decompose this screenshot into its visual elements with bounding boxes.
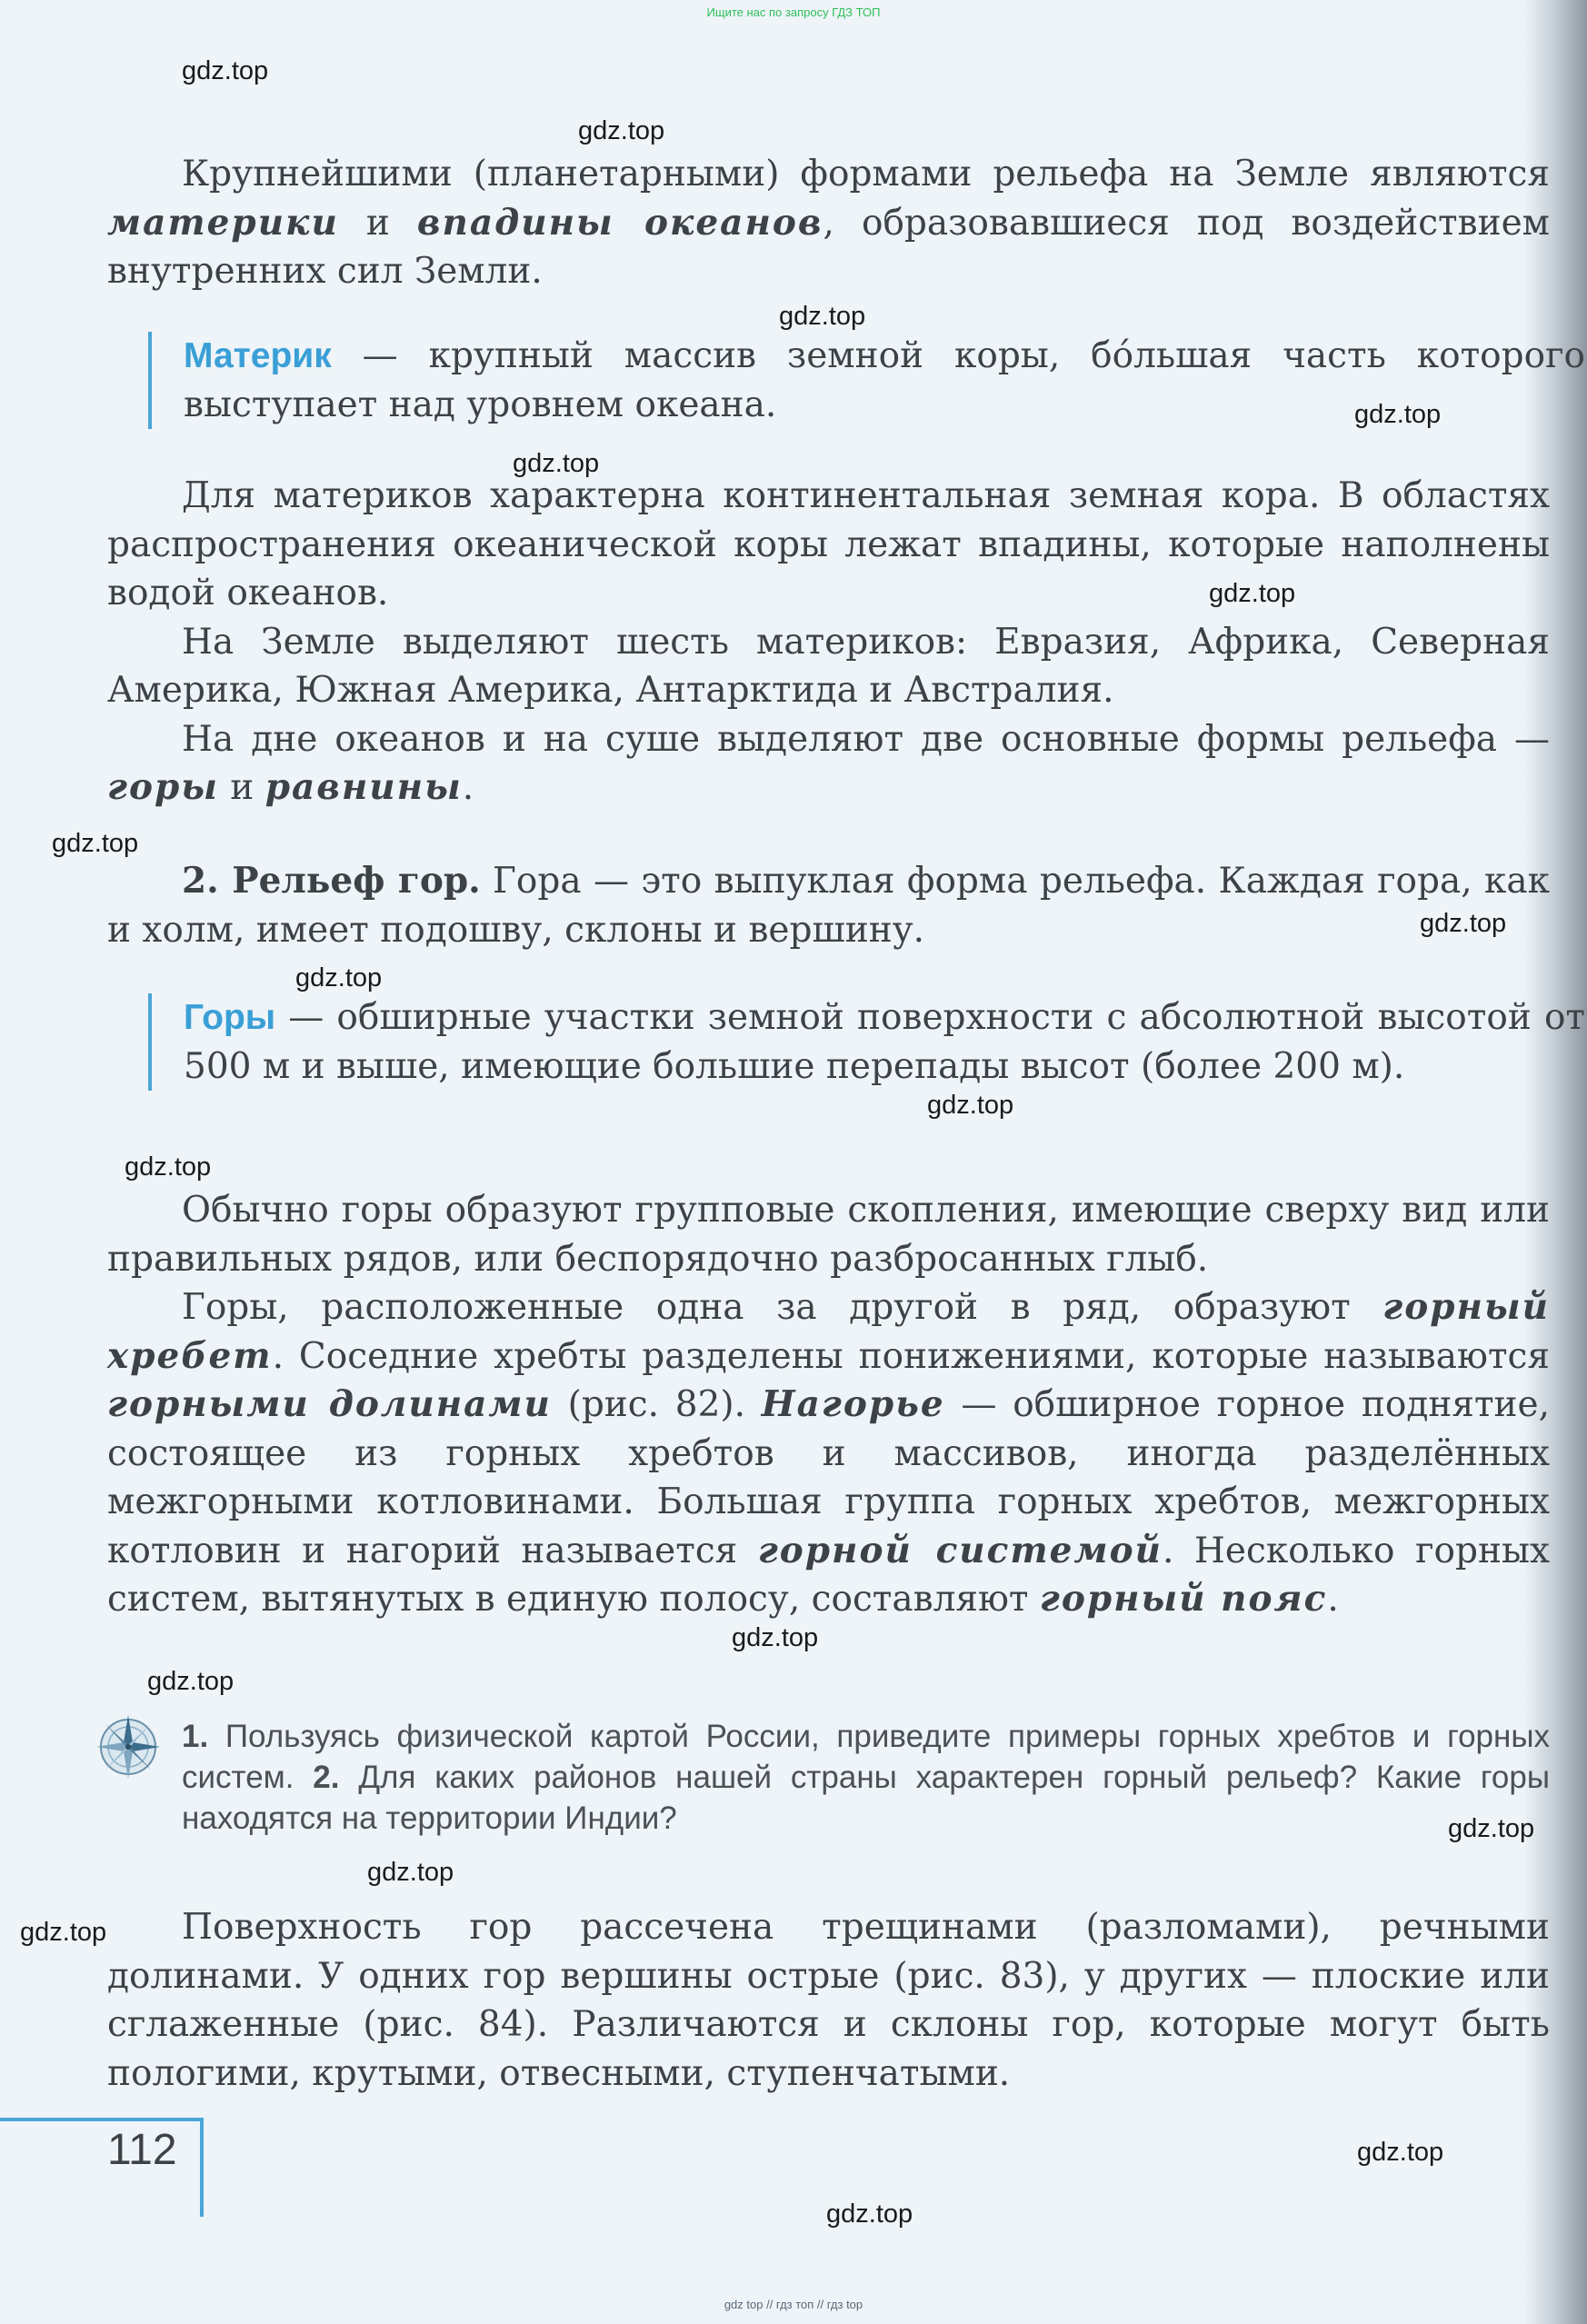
- text: Гора — это выпуклая форма рельефа. Каждая гора, как и холм, имеет подошву, склоны и вершину.: [107, 861, 1550, 951]
- paragraph-main-forms: [107, 715, 1550, 813]
- watermark: gdz.top: [182, 56, 269, 85]
- definition-continent: [148, 332, 1585, 429]
- watermark: gdz.top: [732, 1623, 819, 1652]
- text: .: [462, 767, 474, 808]
- text: и: [338, 202, 417, 244]
- compass-rose-icon: [93, 1711, 164, 1782]
- page-number: 112: [107, 2126, 177, 2174]
- watermark: gdz.top: [578, 116, 665, 145]
- text: На дне океанов и на суше выделяют две основные формы рельефа —: [182, 718, 1550, 760]
- task-number-1: 1.: [182, 1719, 209, 1754]
- emphasis-valleys: горными долинами: [107, 1383, 552, 1425]
- watermark: gdz.top: [826, 2199, 913, 2229]
- term-continent: Материк: [184, 336, 332, 375]
- definition-text: — крупный массив земной коры, бóльшая часть которого выступает над уровнем океана.: [184, 335, 1585, 425]
- text: и: [218, 767, 265, 808]
- emphasis-mountain-system: горной системой: [757, 1529, 1163, 1571]
- watermark: gdz.top: [513, 449, 600, 478]
- watermark: gdz.top: [1420, 909, 1507, 938]
- watermark: gdz.top: [927, 1091, 1014, 1120]
- watermark: gdz.top: [367, 1858, 454, 1887]
- watermark: gdz.top: [1209, 579, 1296, 608]
- watermark: gdz.top: [20, 1918, 107, 1947]
- emphasis-ocean-basins: впадины океанов: [416, 201, 823, 244]
- paragraph-mountain-surface: [107, 1903, 1550, 2098]
- text: Горы, расположенные одна за другой в ряд, образуют: [182, 1287, 1383, 1328]
- text: .: [1327, 1579, 1339, 1620]
- text: — обширное горное поднятие, состоящее из горных хребтов и массивов, иногда разделённых межгорными котловинами. Большая группа горных хребтов, межгорных котловин и нагорий называется: [107, 1384, 1550, 1571]
- term-mountains: Горы: [184, 998, 276, 1037]
- paragraph-ridges: [107, 1283, 1550, 1624]
- watermark: gdz.top: [1448, 1814, 1535, 1843]
- section-heading: 2. Рельеф гор.: [182, 860, 481, 902]
- paragraph-slopes: Поверхность гор рассечена трещинами (разломами), речными долинами. У одних гор вершины острые (рис. 83), у других — плоские или сглаженные (рис. 84). Различаются и склоны гор, которые могут быть пологими, крутыми, отвесными, ступенчатыми.: [107, 1907, 1550, 2094]
- paragraph-planetary-landforms: [107, 150, 1550, 296]
- paragraph-group-mountains: [107, 1186, 1550, 1624]
- watermark: gdz.top: [147, 1667, 235, 1696]
- watermark: gdz.top: [52, 829, 139, 858]
- text: . Соседние хребты разделены понижениями, которые называются: [272, 1335, 1550, 1377]
- watermark: gdz.top: [779, 302, 866, 331]
- emphasis-mountains: горы: [107, 766, 219, 808]
- section-mountain-relief: [107, 857, 1550, 954]
- text: . Несколько горных систем, вытянутых в единую полосу, составляют: [107, 1530, 1550, 1620]
- task-number-2: 2.: [313, 1760, 340, 1795]
- emphasis-highland: Нагорье: [761, 1383, 945, 1425]
- watermark: gdz.top: [295, 963, 383, 992]
- emphasis-continents: материки: [107, 201, 339, 244]
- paragraph-group-continents: [107, 472, 1550, 813]
- paragraph-six-continents: На Земле выделяют шесть материков: Евразия, Африка, Северная Америка, Южная Америка, Антарктида и Австралия.: [107, 621, 1550, 711]
- text: (рис. 82).: [551, 1384, 762, 1425]
- task-question-2: Для каких районов нашей страны характерен горный рельеф? Какие горы находятся на территории Индии?: [182, 1760, 1550, 1836]
- text: Крупнейшими (планетарными) формами рельефа на Земле являются: [182, 154, 1550, 194]
- top-banner: Ищите нас по запросу ГДЗ ТОП: [706, 5, 881, 19]
- watermark: gdz.top: [1357, 2138, 1444, 2167]
- task-questions: [182, 1716, 1550, 1839]
- bottom-banner: gdz top // гдз топ // гдз top: [724, 2298, 863, 2311]
- definition-mountains: [148, 993, 1585, 1091]
- paragraph-mountain-groups: Обычно горы образуют групповые скопления, имеющие сверху вид или правильных рядов, или беспорядочно разбросанных глыб.: [107, 1190, 1550, 1280]
- task-question-1: Пользуясь физической картой России, приведите примеры горных хребтов и горных систем.: [182, 1719, 1550, 1795]
- paragraph-crust: Для материков характерна континентальная земная кора. В областях распространения океанической коры лежат впадины, которые наполнены водой океанов.: [107, 475, 1550, 613]
- watermark: gdz.top: [1354, 400, 1442, 429]
- emphasis-mountain-belt: горный пояс: [1039, 1578, 1328, 1620]
- emphasis-plains: равнины: [264, 766, 463, 808]
- text: , образовавшиеся под воздействием внутренних сил Земли.: [107, 202, 1550, 292]
- emphasis-ridge: горный хребет: [107, 1286, 1550, 1377]
- definition-text: — обширные участки земной поверхности с абсолютной высотой от 500 м и выше, имеющие большие перепады высот (более 200 м).: [184, 997, 1585, 1087]
- watermark: gdz.top: [125, 1152, 212, 1182]
